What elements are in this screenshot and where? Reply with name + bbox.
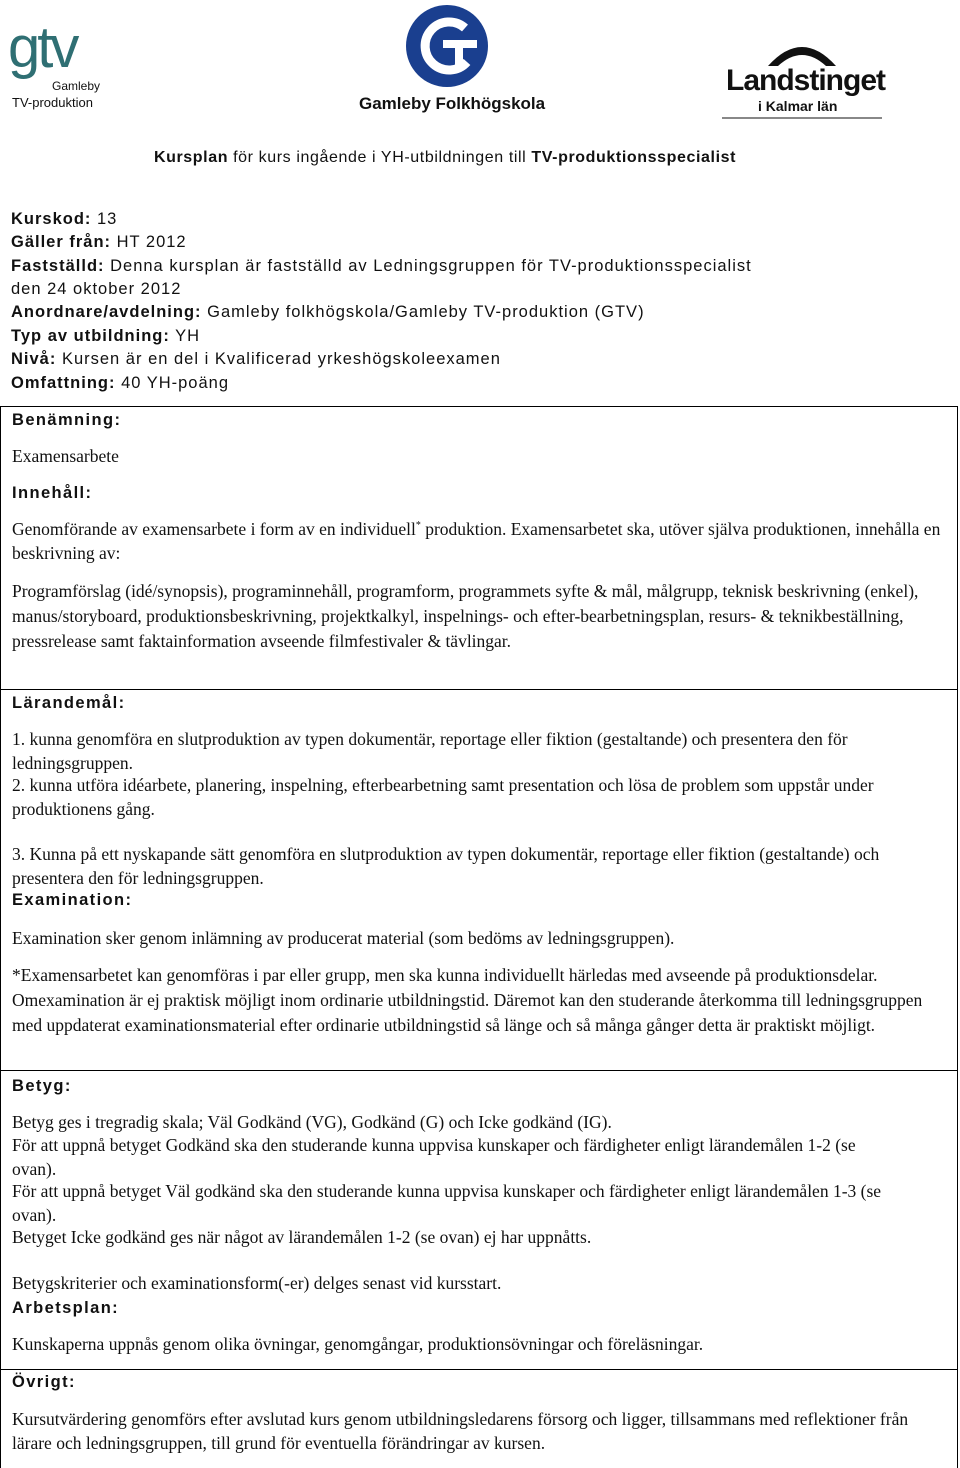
examination-para2: *Examensarbetet kan genomföras i par eller grupp, men ska kunna individuellt härledas med avseende på produktionsdelar. Omexamination är ej praktisk möjligt inom ordinarie utbildningstid. Däremot kan den studerande återkomma till ledningsgruppen med uppdaterat examinationsmaterial efter ordinarie utbildningstid så länge och så många gånger detta är praktiskt möjligt. xyxy=(12,965,923,1035)
gamleby-folkhogskola-logo xyxy=(355,2,546,118)
larandemal-heading: Lärandemål: xyxy=(12,694,126,712)
meta-anordnare xyxy=(11,301,645,324)
meta-faststalld-date: den 24 oktober 2012 xyxy=(11,280,182,298)
benamning-heading: Benämning: xyxy=(12,411,122,429)
arbetsplan-text: Kunskaperna uppnås genom olika övningar, genomgångar, produktionsövningar och föreläsningar. xyxy=(12,1334,704,1354)
niva-value: Kursen är en del i Kvalificerad yrkeshögskoleexamen xyxy=(56,350,501,368)
gfhs-name: Gamleby Folkhögskola xyxy=(359,94,546,113)
landstinget-sub: i Kalmar län xyxy=(758,98,838,114)
niva-label: Nivå: xyxy=(11,350,57,368)
anordnare-label: Anordnare/avdelning: xyxy=(11,303,202,321)
typ-value: YH xyxy=(169,327,201,345)
betyg-line5: Betygskriterier och examinationsform(-er) delges senast vid kursstart. xyxy=(12,1273,502,1293)
betyg-line2: För att uppnå betyget Godkänd ska den studerande kunna uppvisa kunskaper och färdigheter enligt lärandemålen 1-2 (se ovan). xyxy=(12,1135,856,1179)
benamning-text: Examensarbete xyxy=(12,446,119,466)
innehall-p1b: produktion. Examensarbetet ska, utöver själva produktionen, innehålla en beskrivning av: xyxy=(12,519,941,563)
section-innehall xyxy=(0,482,958,689)
betyg-line4: Betyget Icke godkänd ges när något av lärandemålen 1-2 (se ovan) ej har uppnåtts. xyxy=(12,1227,592,1247)
examination-para1: Examination sker genom inlämning av producerat material (som bedöms av ledningsgruppen). xyxy=(12,928,675,948)
section-benamning xyxy=(0,406,958,482)
title-part3: TV-produktionsspecialist xyxy=(531,149,737,166)
section-ovrigt xyxy=(0,1369,958,1468)
section-larandemal xyxy=(0,689,958,887)
section-betyg xyxy=(0,1070,958,1297)
faststalld-value: Denna kursplan är fastställd av Ledningsgruppen för TV-produktionsspecialist xyxy=(104,257,752,275)
gtv-mark: gtv xyxy=(8,15,77,80)
section-arbetsplan xyxy=(0,1297,958,1369)
gtv-line1: Gamleby xyxy=(52,79,101,93)
meta-galler xyxy=(11,231,187,254)
meta-omfattning xyxy=(11,372,229,395)
anordnare-value: Gamleby folkhögskola/Gamleby TV-produktion (GTV) xyxy=(201,303,645,321)
betyg-line3: För att uppnå betyget Väl godkänd ska den studerande kunna uppvisa kunskaper och färdigheter enligt lärandemålen 1-3 (se ovan). xyxy=(12,1181,882,1225)
faststalld-label: Fastställd: xyxy=(11,257,105,275)
larandemal-item-2: 2. kunna utföra idéarbete, planering, inspelning, efterbearbetning samt presentation och lösa de problem som uppstår under produktionens gång. xyxy=(12,775,874,819)
galler-label: Gäller från: xyxy=(11,233,112,251)
landstinget-name: Landstinget xyxy=(726,64,885,97)
footnote-marker: * xyxy=(415,520,421,531)
innehall-heading: Innehåll: xyxy=(12,484,93,502)
kurskod-value: 13 xyxy=(91,210,118,228)
ovrigt-heading: Övrigt: xyxy=(12,1373,76,1391)
gtv-logo xyxy=(8,15,118,116)
meta-typ xyxy=(11,325,200,348)
section-examination xyxy=(0,887,958,1070)
omfattning-value: 40 YH-poäng xyxy=(115,374,230,392)
examination-heading: Examination: xyxy=(12,891,133,909)
gfhs-emblem-icon xyxy=(355,2,540,92)
larandemal-item-3: 3. Kunna på ett nyskapande sätt genomföra en slutproduktion av typen dokumentär, reportage eller fiktion (gestaltande) och presentera den för ledningsgruppen. xyxy=(12,844,880,888)
landstinget-logo xyxy=(722,34,884,120)
innehall-para1 xyxy=(12,518,952,565)
galler-value: HT 2012 xyxy=(111,233,187,251)
omfattning-label: Omfattning: xyxy=(11,374,116,392)
title-part2: för kurs ingående i YH-utbildningen till xyxy=(228,149,532,166)
betyg-heading: Betyg: xyxy=(12,1077,72,1095)
document-title xyxy=(0,149,890,167)
innehall-para2: Programförslag (idé/synopsis), programinnehåll, programform, programmets syfte & mål, målgrupp, teknisk beskrivning (enkel), manus/storyboard, produktionsbeskrivning, projektkalkyl, inspelnings- och efter-bearbetningsplan, resurs- & teknikbeställning, pressrelease samt faktainformation avseende filmfestivaler & tävlingar. xyxy=(12,581,919,651)
betyg-line1: Betyg ges i tregradig skala; Väl Godkänd (VG), Godkänd (G) och Icke godkänd (IG). xyxy=(12,1112,612,1132)
meta-kurskod xyxy=(11,208,117,231)
title-part1: Kursplan xyxy=(153,149,229,166)
typ-label: Typ av utbildning: xyxy=(11,327,170,345)
meta-niva xyxy=(11,348,501,371)
gtv-line2: TV-produktion xyxy=(12,95,93,110)
ovrigt-text: Kursutvärdering genomförs efter avslutad kurs genom utbildningsledarens försorg och ligger, tillsammans med reflektioner från lärare och ledningsgruppen, till grund för eventuella förändringar av kursen. xyxy=(12,1409,909,1453)
kurskod-label: Kurskod: xyxy=(11,210,92,228)
meta-faststalld xyxy=(11,255,752,278)
larandemal-item-1: 1. kunna genomföra en slutproduktion av typen dokumentär, reportage eller fiktion (gestaltande) och presentera den för ledningsgruppen. xyxy=(12,729,848,773)
innehall-p1a: Genomförande av examensarbete i form av en individuell xyxy=(12,519,416,539)
arbetsplan-heading: Arbetsplan: xyxy=(12,1299,120,1317)
